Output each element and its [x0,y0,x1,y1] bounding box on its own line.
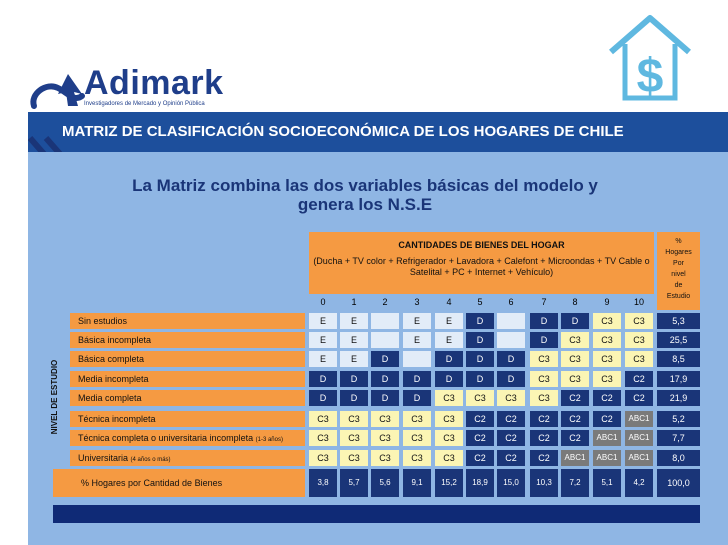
matrix-cell [497,332,525,348]
matrix-cell: C2 [497,411,525,427]
matrix-cell: C3 [435,450,463,466]
column-number: 5 [477,297,483,307]
matrix-cell: C3 [371,430,399,446]
matrix-cell: E [403,332,431,348]
matrix-cell: C3 [403,450,431,466]
row-label-text: Sin estudios [78,316,128,326]
column-number: 8 [572,297,578,307]
footer-bar [53,505,700,523]
bottom-pct-cell: 5,6 [371,469,399,497]
matrix-cell: ABC1 [625,450,653,466]
column-number: 3 [414,297,420,307]
row-pct-cell: 8,5 [657,351,700,367]
matrix-cell: C2 [625,390,653,406]
matrix-cell: D [435,371,463,387]
row-label [70,313,305,329]
bottom-pct-cell: 3,8 [309,469,337,497]
matrix-cell: D [371,390,399,406]
matrix-cell: E [435,313,463,329]
row-pct-cell: 25,5 [657,332,700,348]
row-label-note: (4 años o más) [130,457,171,463]
matrix-cell: D [530,332,558,348]
matrix-cell: C3 [403,430,431,446]
row-label [70,390,305,406]
matrix-cell: C2 [497,450,525,466]
matrix-cell: C2 [561,411,589,427]
pct-header-line: % [675,238,682,245]
matrix-cell: D [466,332,494,348]
matrix-cell: C2 [593,390,621,406]
row-label-note: (1-3 años) [255,437,283,443]
matrix-cell: E [403,313,431,329]
matrix-cell: C3 [435,430,463,446]
column-number: 6 [508,297,514,307]
matrix-cell [403,351,431,367]
matrix-cell: D [497,351,525,367]
matrix-cell [497,313,525,329]
matrix-cell: C2 [466,450,494,466]
row-label-text: Media completa [78,393,142,403]
matrix-cell: C3 [435,411,463,427]
matrix-cell: D [371,371,399,387]
matrix-cell: C3 [530,351,558,367]
row-pct-cell: 5,2 [657,411,700,427]
row-label-text: Media incompleta [78,374,149,384]
matrix-cell: C3 [340,450,368,466]
matrix-cell: C2 [530,450,558,466]
column-number: 0 [320,297,326,307]
matrix-cell [371,313,399,329]
row-pct-cell: 8,0 [657,450,700,466]
matrix-cell: ABC1 [561,450,589,466]
matrix-cell: C3 [561,351,589,367]
matrix-cell: E [340,332,368,348]
row-pct-cell: 7,7 [657,430,700,446]
subtitle: La Matriz combina las dos variables básicas del modelo y genera los N.S.E [132,176,598,214]
matrix-cell: D [530,313,558,329]
matrix-cell: C3 [530,371,558,387]
matrix-cell: C3 [371,411,399,427]
column-number: 7 [541,297,547,307]
bottom-pct-cell: 15,2 [435,469,463,497]
matrix-cell: C3 [466,390,494,406]
bienes-description: (Ducha + TV color + Refrigerador + Lavadora + Calefont + Microondas + TV Cable o Satelital + PC + Internet + Vehículo) [313,256,650,277]
row-pct-cell: 21,9 [657,390,700,406]
matrix-cell: C3 [403,411,431,427]
matrix-cell: C2 [625,371,653,387]
row-label [70,332,305,348]
matrix-cell: C2 [561,430,589,446]
row-label-text: Técnica completa o universitaria incompleta [78,433,254,443]
page-title: MATRIZ DE CLASIFICACIÓN SOCIOECONÓMICA DE LOS HOGARES DE CHILE [62,123,624,140]
column-number: 2 [382,297,388,307]
matrix-cell: C2 [593,411,621,427]
bottom-pct-cell: 9,1 [403,469,431,497]
row-label-text: Básica completa [78,354,145,364]
nivel-estudio-label [45,322,69,472]
matrix-cell: C3 [625,313,653,329]
matrix-cell: E [309,351,337,367]
matrix-cell: C3 [625,351,653,367]
row-label [70,450,305,466]
bottom-pct-cell: 15,0 [497,469,525,497]
row-pct-cell: 17,9 [657,371,700,387]
bottom-pct-cell: 10,3 [530,469,558,497]
row-label [70,371,305,387]
row-label-text: Básica incompleta [78,335,152,345]
svg-text:$: $ [636,50,664,103]
matrix-cell: ABC1 [625,430,653,446]
matrix-cell: C2 [466,411,494,427]
row-pct-cell: 5,3 [657,313,700,329]
logo-wordmark: Adimark [84,64,224,102]
bottom-total: 100,0 [657,469,700,497]
matrix-cell: D [466,313,494,329]
matrix-cell: C3 [625,332,653,348]
bottom-row-label: % Hogares por Cantidad de Bienes [53,469,305,497]
matrix-cell: C3 [309,450,337,466]
matrix-cell: C3 [309,411,337,427]
pct-header-line: nivel [671,271,686,278]
matrix-cell: D [371,351,399,367]
row-label [70,411,305,427]
matrix-cell: D [435,351,463,367]
column-number: 9 [604,297,610,307]
matrix-cell: ABC1 [625,411,653,427]
matrix-cell: C3 [593,332,621,348]
matrix-cell: C3 [340,430,368,446]
matrix-cell: C3 [593,371,621,387]
column-number: 1 [351,297,357,307]
column-number: 10 [633,297,644,307]
matrix-cell: E [309,313,337,329]
bottom-pct-cell: 4,2 [625,469,653,497]
row-label-text: Universitaria [78,453,129,463]
matrix-cell: D [309,390,337,406]
matrix-cell: D [497,371,525,387]
matrix-cell: D [403,390,431,406]
pct-header-line: Hogares [665,249,692,256]
matrix-cell: D [309,371,337,387]
row-label [70,430,305,446]
matrix-cell: C2 [561,390,589,406]
bottom-pct-cell: 18,9 [466,469,494,497]
logo-tagline: Investigadores de Mercado y Opinión Pública [84,101,205,107]
matrix-cell: ABC1 [593,430,621,446]
matrix-cell: D [340,390,368,406]
bottom-pct-cell: 5,7 [340,469,368,497]
matrix-cell: C3 [497,390,525,406]
matrix-cell: C3 [530,390,558,406]
matrix-cell: C2 [466,430,494,446]
matrix-cell: D [340,371,368,387]
column-number: 4 [446,297,452,307]
pct-header [657,236,700,302]
matrix-cell: D [466,371,494,387]
matrix-cell: C3 [309,430,337,446]
matrix-cell: C3 [561,371,589,387]
bienes-title: CANTIDADES DE BIENES DEL HOGAR [398,240,565,250]
pct-header-line: Estudio [666,293,691,300]
matrix-cell: C3 [593,351,621,367]
row-label [70,351,305,367]
matrix-cell: D [466,351,494,367]
matrix-cell: C3 [371,450,399,466]
matrix-cell: ABC1 [593,450,621,466]
matrix-cell: D [403,371,431,387]
matrix-cell: C2 [530,411,558,427]
matrix-cell [371,332,399,348]
pct-header-line: Por [673,260,684,267]
matrix-cell: C3 [561,332,589,348]
matrix-cell: D [561,313,589,329]
matrix-cell: C3 [593,313,621,329]
bottom-pct-cell: 7,2 [561,469,589,497]
row-label-text: Técnica incompleta [78,414,156,424]
matrix-cell: E [309,332,337,348]
matrix-cell: C3 [340,411,368,427]
matrix-cell: C3 [435,390,463,406]
matrix-cell: E [340,351,368,367]
matrix-cell: E [340,313,368,329]
bottom-pct-cell: 5,1 [593,469,621,497]
pct-header-line: de [674,282,683,289]
dollar-house-icon [605,12,695,108]
nivel-estudio-text: NIVEL DE ESTUDIO [50,359,59,435]
matrix-cell: E [435,332,463,348]
matrix-cell: C2 [497,430,525,446]
matrix-cell: C2 [530,430,558,446]
